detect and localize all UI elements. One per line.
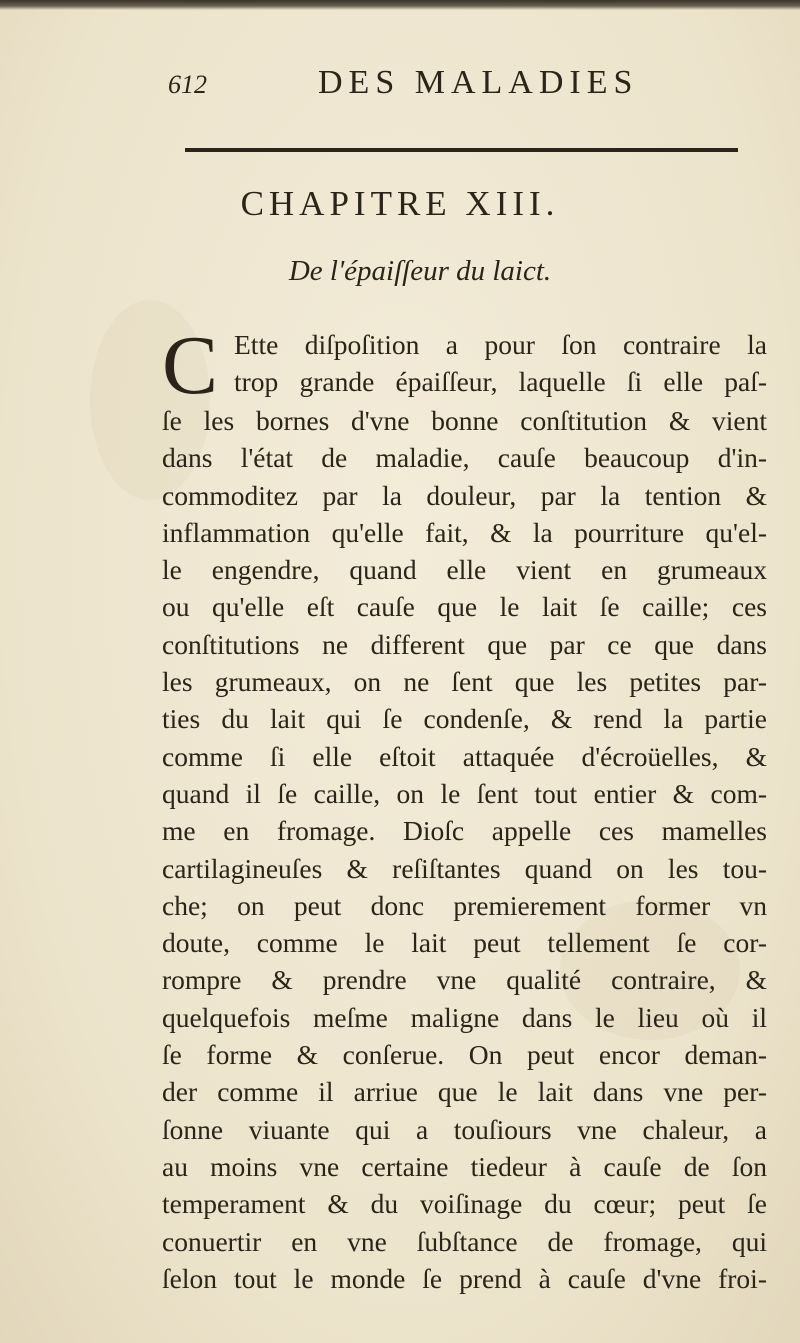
text-line: doute, comme le lait peut tellement ſe cor- bbox=[162, 927, 767, 959]
text-line: le engendre, quand elle vient en grumeaux bbox=[162, 554, 767, 586]
header-rule bbox=[185, 148, 738, 152]
text-line: ties du lait qui ſe condenſe, & rend la partie bbox=[162, 703, 767, 735]
text-line: conſtitutions ne different que par ce que dans bbox=[162, 628, 767, 660]
chapter-heading: CHAPITRE XIII. bbox=[240, 184, 560, 223]
text-line: me en fromage. Dioſc appelle ces mamelles bbox=[162, 815, 767, 847]
running-head bbox=[168, 64, 688, 114]
drop-cap: C bbox=[162, 319, 219, 412]
text-line: au moins vne certaine tiedeur à cauſe de ſon bbox=[162, 1150, 767, 1182]
text-line: ou qu'elle eſt cauſe que le lait ſe caille; ces bbox=[162, 591, 767, 623]
text-line: conuertir en vne ſubſtance de fromage, qui bbox=[162, 1225, 767, 1257]
paragraph-lines bbox=[162, 402, 767, 1297]
text-line: comme ſi elle eſtoit attaquée d'écroüelles, & bbox=[162, 740, 767, 772]
text-line: ſonne viuante qui a touſiours vne chaleur, a bbox=[162, 1113, 767, 1145]
text-line: temperament & du voiſinage du cœur; peut ſe bbox=[162, 1188, 767, 1220]
text-line: inflammation qu'elle fait, & la pourriture qu'el- bbox=[162, 516, 767, 548]
page-top-edge bbox=[0, 0, 800, 10]
text-line: ſe les bornes d'vne bonne conſtitution & vient bbox=[162, 405, 767, 436]
text-line: ſelon tout le monde ſe prend à cauſe d'vne froi- bbox=[162, 1262, 767, 1294]
text-line: commoditez par la douleur, par la tention & bbox=[162, 479, 767, 511]
running-title: DES MALADIES bbox=[318, 64, 639, 101]
text-line: der comme il arriue que le lait dans vne per- bbox=[162, 1076, 767, 1108]
text-line: quelquefois meſme maligne dans le lieu où il bbox=[162, 1001, 767, 1033]
text-line: ſe forme & conſerue. On peut encor deman- bbox=[162, 1039, 767, 1071]
page-number: 612 bbox=[168, 70, 207, 99]
text-line: rompre & prendre vne qualité contraire, & bbox=[162, 964, 767, 996]
text-line: cartilagineuſes & reſiſtantes quand on les tou- bbox=[162, 852, 767, 884]
text-line: dans l'état de maladie, cauſe beaucoup d'in- bbox=[162, 442, 767, 474]
text-line: quand il ſe caille, on le ſent tout entier & com- bbox=[162, 777, 767, 809]
text-line: trop grande épaiſſeur, laquelle ſi elle paſ- bbox=[234, 366, 767, 398]
chapter-subtitle: De l'épaiſſeur du laict. bbox=[288, 255, 552, 287]
drop-cap-lines bbox=[162, 319, 767, 412]
text-line: che; on peut donc premierement former vn bbox=[162, 889, 767, 921]
body-text bbox=[162, 319, 767, 1297]
text-line: les grumeaux, on ne ſent que les petites par- bbox=[162, 666, 767, 698]
text-line: Ette diſpoſition a pour ſon contraire la bbox=[234, 329, 767, 360]
